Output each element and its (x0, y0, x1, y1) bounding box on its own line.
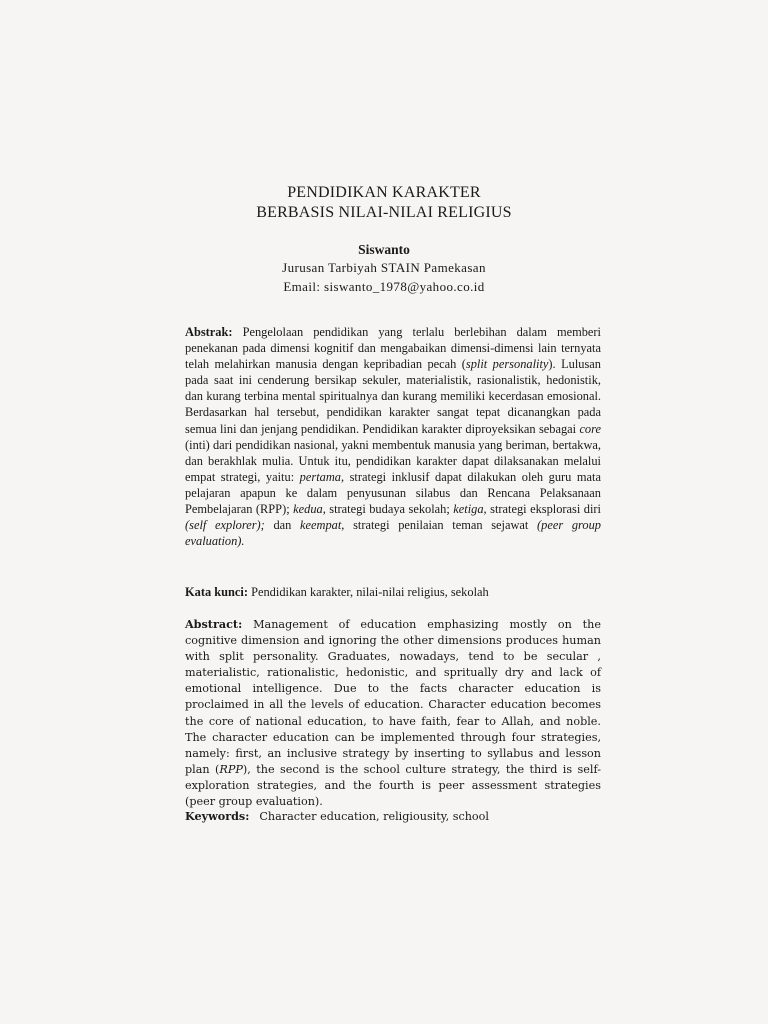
author-affiliation: Jurusan Tarbiyah STAIN Pamekasan (282, 260, 486, 275)
abstrak-text-3: (inti) dari pendidikan nasional, yakni membentuk manusia yang beriman, bertakwa, dan berakhlak mulia. Untuk itu, pendidikan karakter dapat dilaksanakan melalui empat strategi, yaitu: (185, 437, 601, 484)
keywords-label: Keywords: (185, 809, 250, 823)
paper-title-line-1: PENDIDIKAN KARAKTER (287, 184, 481, 201)
author-email: Email: siswanto_1978@yahoo.co.id (283, 279, 485, 294)
kata-kunci-text: Pendidikan karakter, nilai-nilai religius, sekolah (248, 585, 489, 599)
abstrak-text-4: strategi inklusif dapat dilakukan oleh guru mata pelajaran apapun ke dalam penyusunan silabus dan Rencana Pelaksanaan Pembelajaran (RPP); (185, 469, 601, 517)
abstract-text-2: ), the second is the school culture strategy, the third is self-exploration strategies, and the fourth is peer assessment strategies (peer group evaluation). (185, 762, 601, 809)
abstrak-text-1: Pengelolaan pendidikan yang terlalu berlebihan dalam memberi penekanan pada dimensi kognitif dan mengabaikan dimensi-dimensi lain ternyata telah melahirkan manusia dengan kepribadian pecah ( (185, 325, 601, 372)
abstrak-label: Abstrak: (185, 325, 233, 339)
paper-title-line-2: BERBASIS NILAI-NILAI RELIGIUS (256, 204, 512, 221)
keywords-line (185, 808, 601, 825)
abstract-italic-1: RPP (219, 762, 243, 776)
abstrak-italic-1: split personality (465, 357, 549, 372)
abstract-label: Abstract: (185, 617, 243, 631)
author-name: Siswanto (358, 242, 410, 257)
abstrak-italic-2: core (579, 421, 601, 436)
abstrak-text-7: dan (264, 518, 301, 533)
abstract-paragraph (185, 616, 601, 810)
abstract-text-1: Management of education emphasizing mostly on the cognitive dimension and ignoring the other dimensions produces human with split personality. Graduates, nowadays, tend to be secular , materialistic, rationalistic, hedonistic, and spritually dry and lack of emotional intelligence. Due to the facts character education is proclaimed in all the levels of education. Character education becomes the core of national education, to have faith, fear to Allah, and noble. The character education can be implemented through four strategies, namely: first, an inclusive strategy by inserting to syllabus and lesson plan ( (185, 618, 601, 776)
abstrak-paragraph (185, 324, 601, 549)
abstrak-text-8: strategi penilaian teman sejawat (344, 518, 538, 533)
kata-kunci-line (185, 584, 601, 600)
keywords-text: Character education, religiousity, school (259, 810, 489, 823)
kata-kunci-label: Kata kunci: (185, 585, 248, 599)
abstrak-italic-8: (peer group evaluation). (185, 518, 601, 549)
abstrak-italic-4: kedua, (293, 502, 326, 517)
abstrak-italic-3: pertama, (299, 469, 345, 484)
abstrak-text-2: ). Lulusan pada saat ini cenderung bersikap sekuler, materialistik, rasionalistik, hedonistik, dan kurang terbina mental spiritualnya dan kurang memiliki kecerdasan emosional. Berdasarkan hal tersebut, pendidikan karakter sangat tepat dicanangkan pada semua lini dan jenjang pendidikan. Pendidikan karakter diproyeksikan sebagai (185, 357, 601, 436)
abstrak-text-5: strategi budaya sekolah; (325, 502, 454, 517)
title-block (0, 183, 768, 296)
abstrak-italic-7: keempat, (300, 518, 345, 533)
abstrak-italic-5: ketiga, (453, 502, 487, 517)
abstrak-italic-6: (self explorer); (185, 518, 265, 533)
abstrak-text-6: strategi eksplorasi diri (486, 502, 601, 517)
